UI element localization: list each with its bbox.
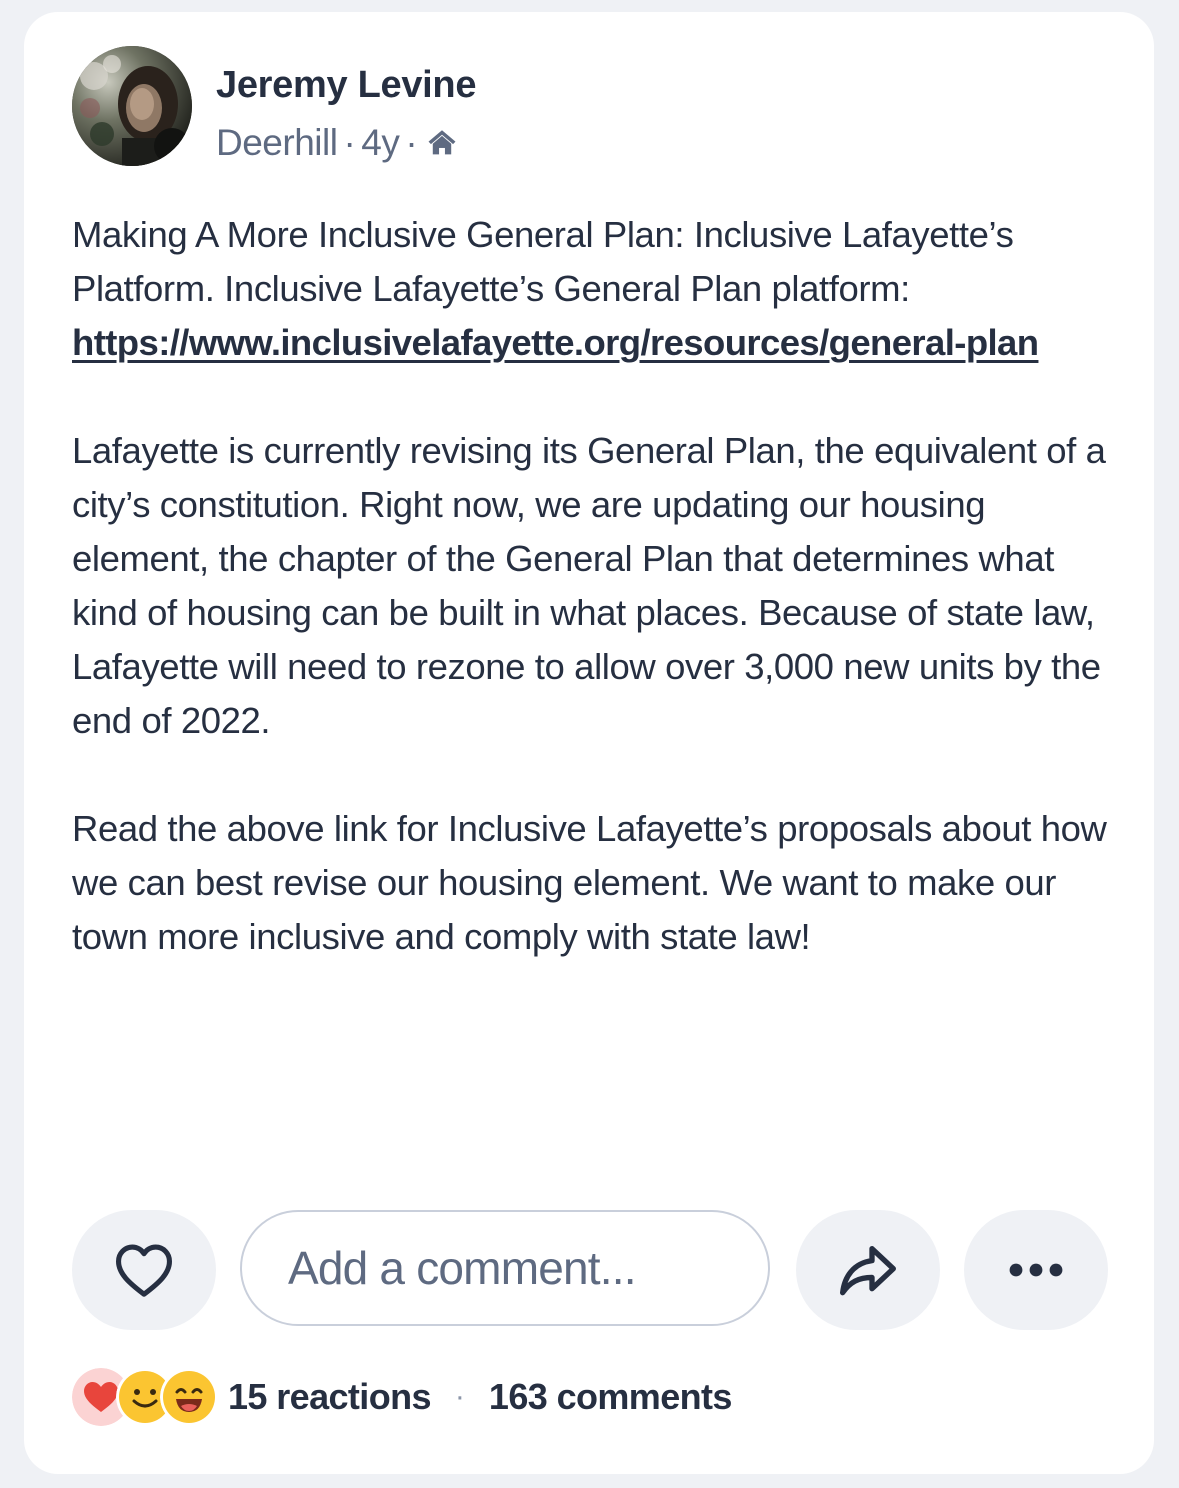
- reactions-count[interactable]: 15 reactions: [228, 1376, 431, 1417]
- share-arrow-icon: [836, 1240, 900, 1300]
- post-meta: [216, 122, 459, 164]
- post-actions: [72, 1210, 1112, 1330]
- post-stats: [72, 1364, 1112, 1430]
- avatar[interactable]: [72, 46, 192, 166]
- more-dots-icon: [1008, 1262, 1064, 1278]
- author-name[interactable]: Jeremy Levine: [216, 64, 477, 106]
- post-header: [72, 46, 1072, 168]
- post-paragraph: Making A More Inclusive General Plan: Inclusive Lafayette’s Platform. Inclusive Lafayette’s General Plan platform:: [72, 214, 1014, 309]
- post-paragraph: Lafayette is currently revising its General Plan, the equivalent of a city’s constitution. Right now, we are updating our housing element, the chapter of the General Plan that determines what kind of housing can be built in what places. Because of state law, Lafayette will need to rezone to allow over 3,000 new units by the end of 2022.: [72, 430, 1106, 741]
- post-paragraph: Read the above link for Inclusive Lafayette’s proposals about how we can best revise our housing element. We want to make our town more inclusive and comply with state law!: [72, 808, 1107, 957]
- comment-input[interactable]: Add a comment...: [240, 1210, 770, 1326]
- heart-icon: [113, 1242, 175, 1298]
- meta-separator: ·: [343, 122, 356, 163]
- post-card: [24, 12, 1154, 1474]
- avatar-photo: [72, 46, 192, 166]
- neighborhood-link[interactable]: Deerhill: [216, 122, 338, 163]
- share-button[interactable]: [796, 1210, 940, 1330]
- like-button[interactable]: [72, 1210, 216, 1330]
- laugh-reaction-icon: [160, 1368, 218, 1426]
- stats-separator: ·: [454, 1380, 465, 1413]
- more-button[interactable]: [964, 1210, 1108, 1330]
- post-age[interactable]: 4y: [361, 122, 400, 163]
- comments-count[interactable]: 163 comments: [488, 1376, 732, 1417]
- post-link[interactable]: https://www.inclusivelafayette.org/resources/general-plan: [72, 322, 1039, 363]
- reaction-icons[interactable]: [72, 1364, 222, 1430]
- meta-separator: ·: [405, 122, 418, 163]
- house-icon: [425, 126, 459, 160]
- post-body: [72, 208, 1112, 964]
